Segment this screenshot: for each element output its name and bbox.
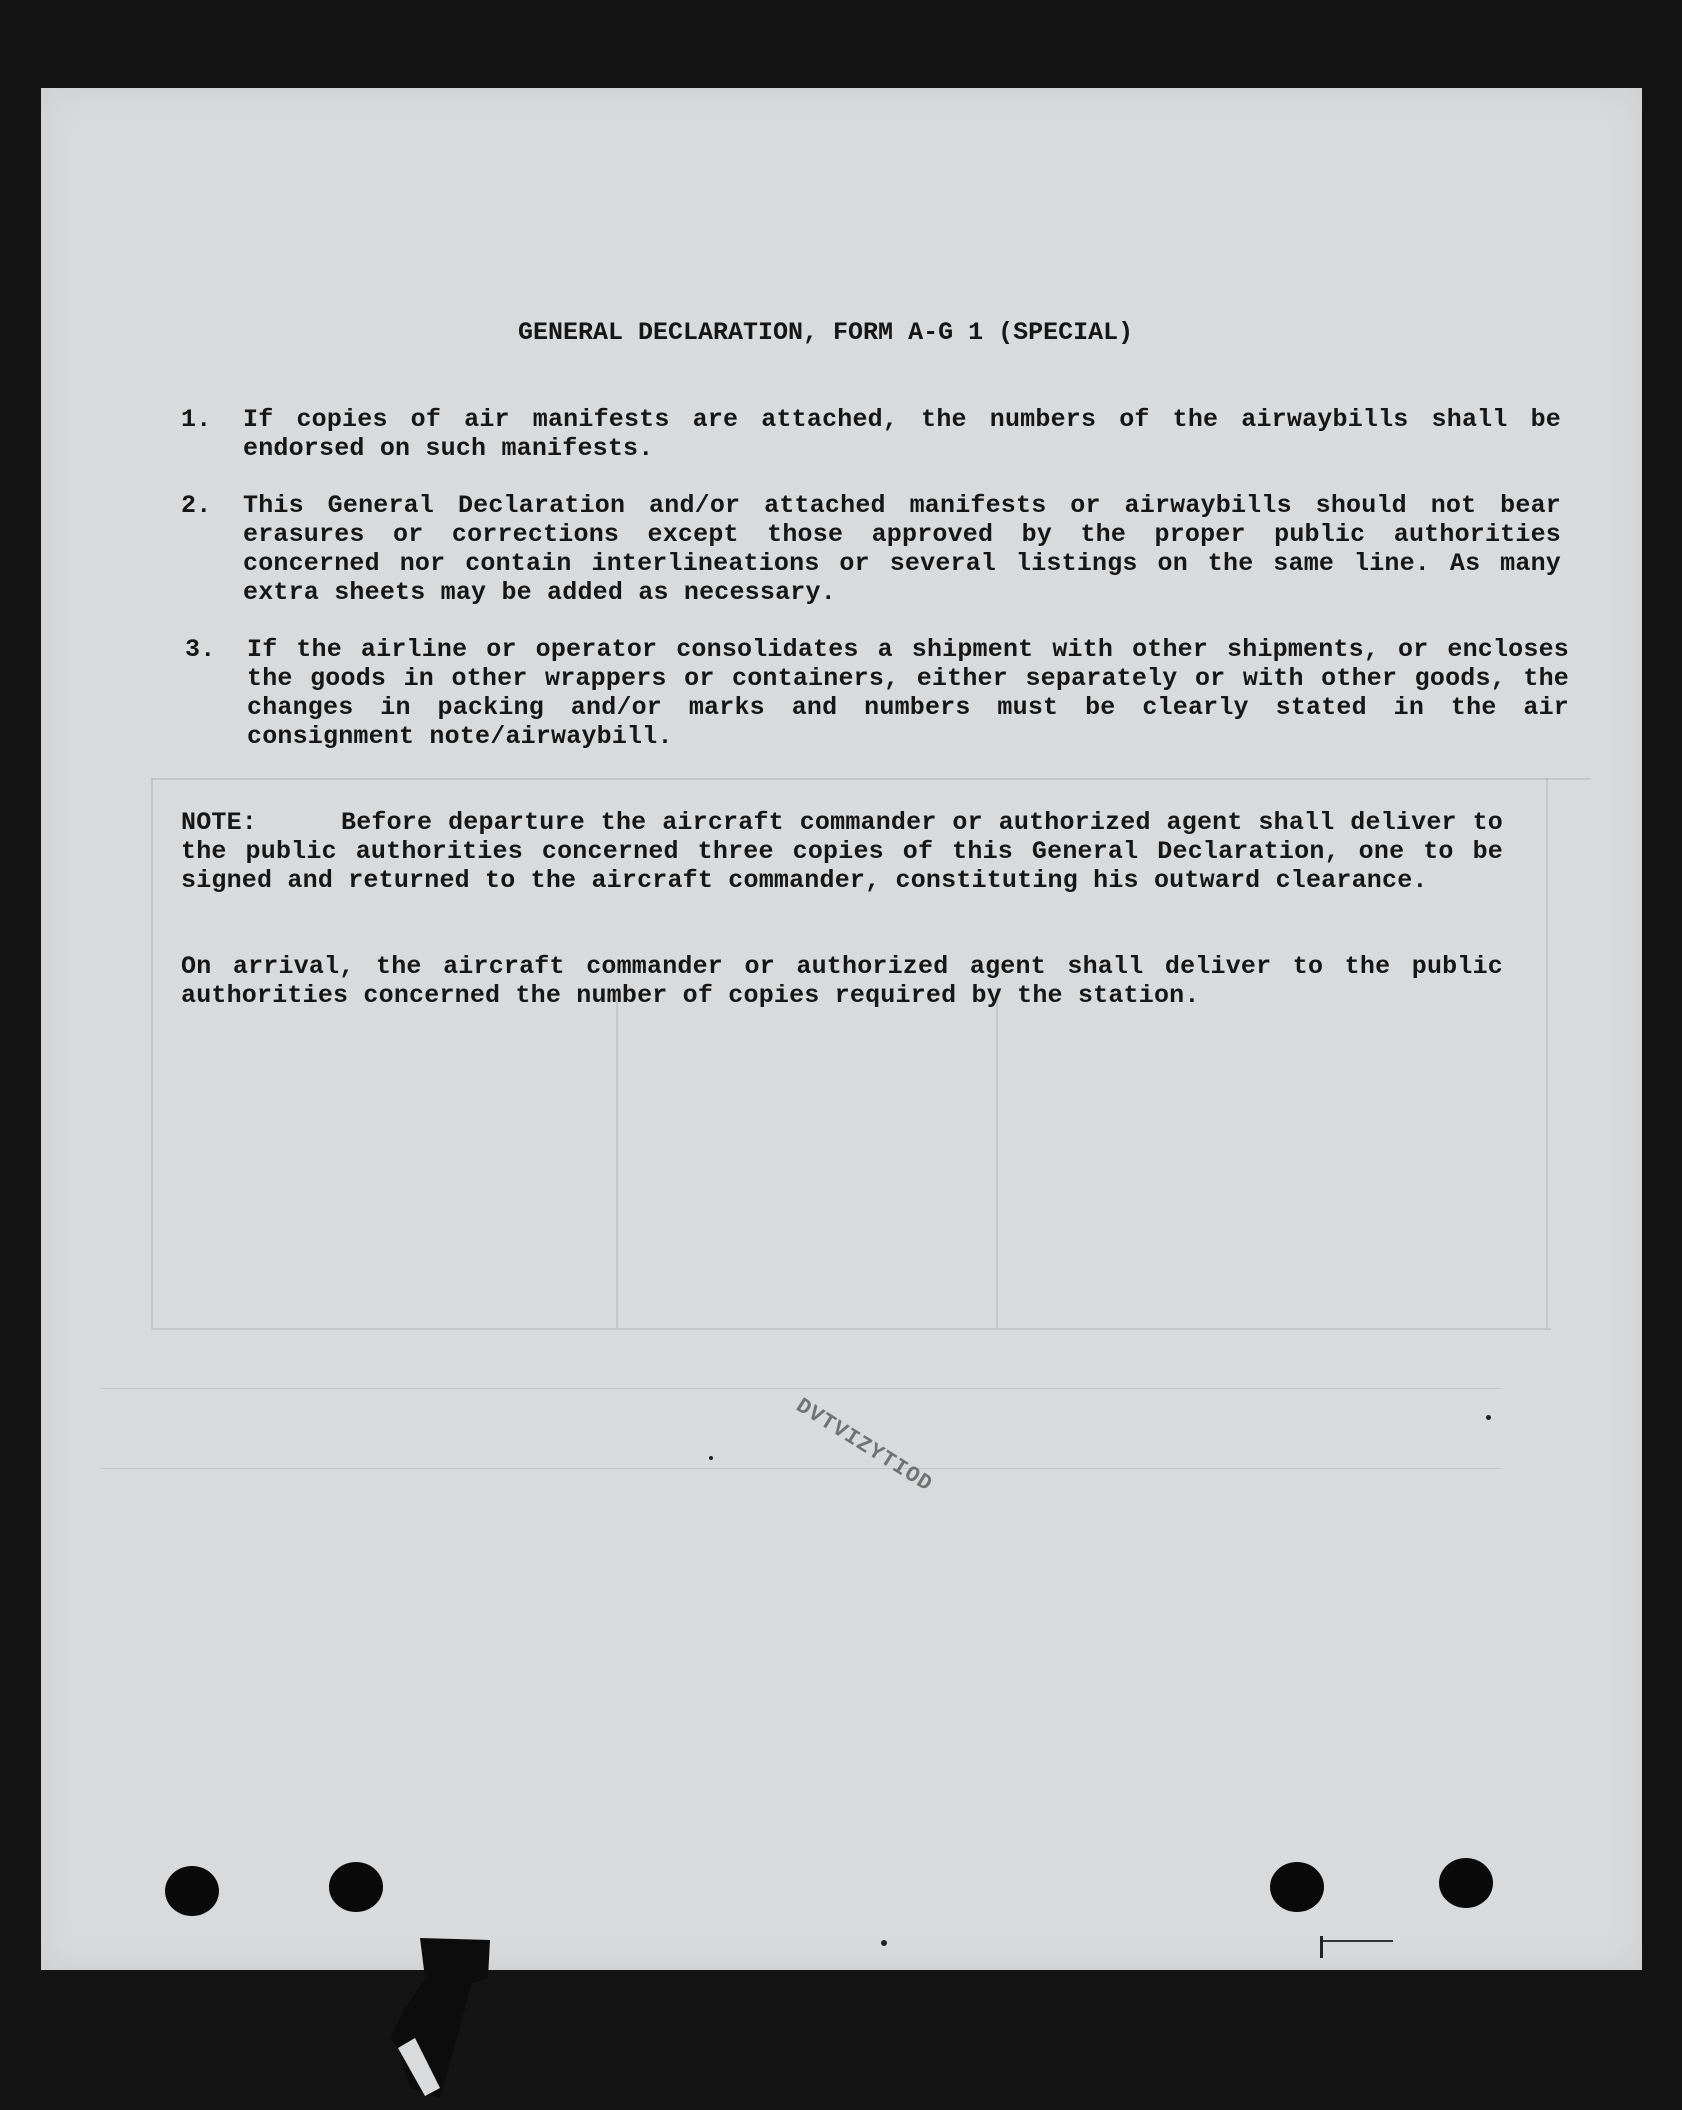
- speck: [1486, 1415, 1491, 1420]
- bleed-through-line: [101, 1468, 1501, 1469]
- arrival-paragraph: [181, 952, 1503, 1010]
- torn-paper-tab: [380, 1938, 500, 2098]
- speck: [709, 1456, 713, 1460]
- bleed-through-line: [151, 1328, 1551, 1330]
- bleed-through-line: [616, 988, 618, 1328]
- document-page: [41, 88, 1642, 1970]
- punch-hole: [165, 1866, 219, 1916]
- note-label: NOTE:: [181, 808, 258, 837]
- bleed-through-line: [151, 778, 1591, 780]
- punch-hole: [1439, 1858, 1493, 1908]
- punch-hole: [329, 1862, 383, 1912]
- speck: [881, 1940, 887, 1946]
- bleed-through-line: [996, 988, 998, 1328]
- item-number: 2.: [181, 491, 212, 520]
- item-text: This General Declaration and/or attached manifests or airwaybills should not bear erasures or corrections except those approved by the proper public authorities concerned nor contain interlineations or several listings on the same line. As many extra sheets may be added as necessary.: [243, 491, 1561, 607]
- speck: [1323, 1940, 1393, 1942]
- item-number: 3.: [185, 635, 216, 664]
- arrival-text: On arrival, the aircraft commander or authorized agent shall deliver to the public authorities concerned the number of copies required by the station.: [181, 952, 1503, 1010]
- item-text: If copies of air manifests are attached, the numbers of the airwaybills shall be endorsed on such manifests.: [243, 405, 1561, 463]
- bleed-through-line: [101, 1388, 1501, 1389]
- bleed-through-line: [151, 778, 153, 1328]
- page-title: GENERAL DECLARATION, FORM A-G 1 (SPECIAL): [518, 318, 1134, 347]
- punch-hole: [1270, 1862, 1324, 1912]
- item-text: If the airline or operator consolidates a shipment with other shipments, or encloses the goods in other wrappers or containers, either separately or with other goods, the changes in packing and/or marks and numbers must be clearly stated in the air consignment note/airwaybill.: [247, 635, 1569, 751]
- bleed-through-line: [1546, 778, 1548, 1328]
- note-paragraph: [181, 808, 1503, 895]
- item-number: 1.: [181, 405, 212, 434]
- faded-stamp: DVTVIZYTIOD: [791, 1393, 937, 1498]
- note-text: Before departure the aircraft commander or authorized agent shall deliver to the public authorities concerned three copies of this General Declaration, one to be signed and returned to the aircraft commander, constituting his outward clearance.: [181, 808, 1503, 895]
